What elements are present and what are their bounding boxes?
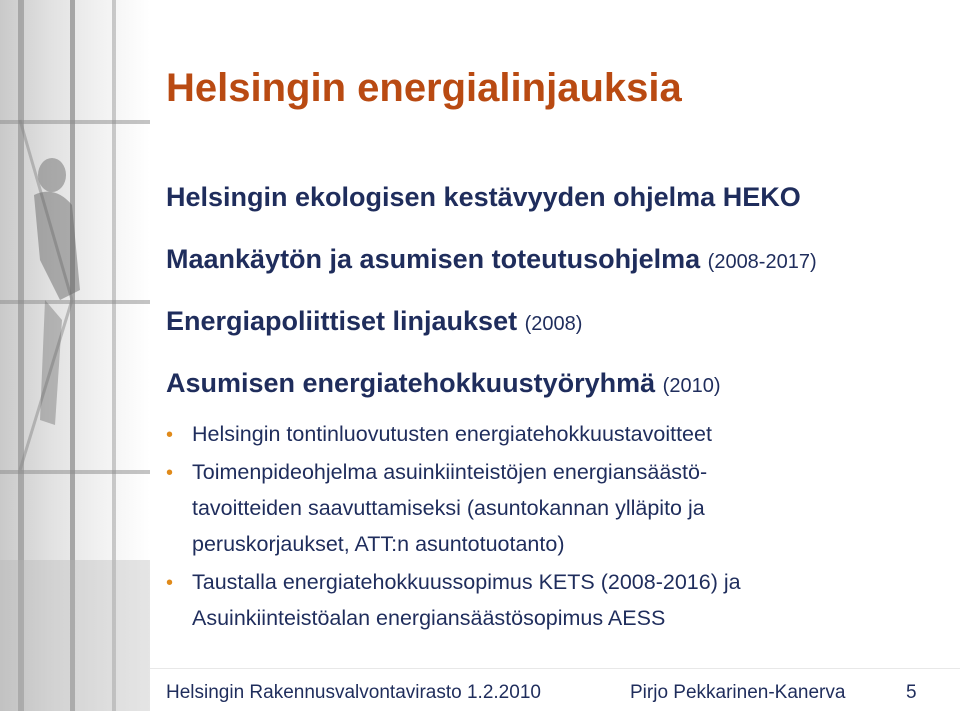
bullet-icon: • — [166, 462, 174, 484]
scaffold-photo-image — [0, 0, 150, 711]
heading-asumisen — [166, 368, 720, 399]
bullet-line: Toimenpideohjelma asuinkiinteistöjen energiansäästö- — [192, 460, 708, 484]
footer-presenter: Pirjo Pekkarinen-Kanerva — [630, 682, 846, 703]
bullet-icon: • — [166, 572, 174, 594]
heading-maankaytto — [166, 244, 817, 275]
bullet-item-taustalla — [166, 564, 926, 636]
slide-title: Helsingin energialinjauksia — [166, 66, 682, 110]
heading-text: Maankäytön ja asumisen toteutusohjelma — [166, 244, 701, 274]
heading-year: (2008) — [524, 313, 583, 335]
bullet-icon: • — [166, 424, 174, 446]
bullet-line: Helsingin tontinluovutusten energiatehokkuustavoitteet — [192, 422, 712, 446]
heading-text: Helsingin ekologisen kestävyyden ohjelma HEKO — [166, 182, 801, 212]
bullet-line: Taustalla energiatehokkuussopimus KETS (2008-2016) ja — [192, 570, 741, 594]
bullet-line: peruskorjaukset, ATT:n asuntotuotanto) — [192, 532, 565, 556]
footer-divider — [150, 668, 960, 669]
heading-year: (2010) — [662, 375, 721, 397]
bullet-item-toimenpideohjelma — [166, 454, 926, 562]
footer-organization-date: Helsingin Rakennusvalvontavirasto 1.2.2010 — [166, 682, 541, 703]
bullet-list — [166, 416, 926, 638]
heading-year: (2008-2017) — [707, 251, 817, 273]
decorative-background-photo — [0, 0, 150, 711]
bullet-item-tontinluovutus — [166, 416, 926, 452]
heading-text: Energiapoliittiset linjaukset — [166, 306, 518, 336]
bullet-line: tavoitteiden saavuttamiseksi (asuntokannan ylläpito ja — [192, 496, 705, 520]
bullet-line: Asuinkiinteistöalan energiansäästösopimus AESS — [192, 606, 666, 630]
heading-heko — [166, 182, 801, 213]
footer-page-number: 5 — [906, 682, 917, 703]
heading-energiapoliittiset — [166, 306, 582, 337]
heading-text: Asumisen energiatehokkuustyöryhmä — [166, 368, 656, 398]
